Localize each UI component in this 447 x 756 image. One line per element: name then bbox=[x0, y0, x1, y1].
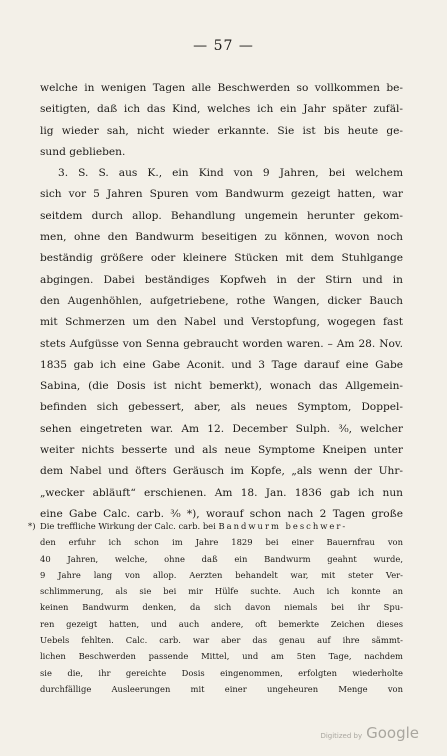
text-line: sehen eingetreten war. Am 12. December Sulph. ³⁄₀, welcher bbox=[40, 422, 403, 435]
text-line: eine Gabe Calc. carb. ³⁄₀ *), worauf schon nach 2 Tagen große bbox=[40, 507, 403, 520]
text-line: men, ohne den Bandwurm beseitigen zu können, wovon noch bbox=[40, 231, 403, 244]
footnote-line: sie die, ihr gereichte Dosis eingenommen, erfolgten wiederholte bbox=[40, 667, 403, 678]
text-line: seitigten, daß ich das Kind, welches ich ein Jahr später zufäl- bbox=[40, 103, 403, 116]
text-line: weiter nichts besserte und als neue Symptome Kneipen unter bbox=[40, 444, 403, 457]
text-line: dem Nabel und öfters Geräusch im Kopfe, „als wenn der Uhr- bbox=[40, 465, 403, 478]
text-line: befinden sich gebessert, aber, als neues Symptom, Doppel- bbox=[40, 401, 403, 414]
text-line: abgingen. Dabei beständiges Kopfweh in der Stirn und in bbox=[40, 273, 403, 286]
text-line: Sabina, (die Dosis ist nicht bemerkt), wonach das Allgemein- bbox=[40, 380, 403, 393]
text-line: stets Aufgüsse von Senna gebraucht worden waren. – Am 28. Nov. bbox=[40, 337, 403, 350]
text-line: lig wieder sah, nicht wieder erkannte. Sie ist bis heute ge- bbox=[40, 124, 403, 137]
text-line: seitdem durch allop. Behandlung ungemein herunter gekom- bbox=[40, 209, 403, 222]
digitized-watermark bbox=[320, 724, 419, 742]
text-line: sund geblieben. bbox=[40, 145, 126, 158]
google-logo: Google bbox=[366, 724, 419, 742]
footnote-line: keinen Bandwurm denken, da sich davon niemals bei ihr Spu- bbox=[40, 602, 403, 613]
footnote bbox=[28, 518, 403, 697]
footnote-line: schlimmerung, als sie bei mir Hülfe suchte. Auch ich konnte an bbox=[40, 586, 403, 597]
footnote-line: lichen Beschwerden passende Mittel, und am 5ten Tage, nachdem bbox=[40, 651, 403, 662]
text-line: 3. S. S. aus K., ein Kind von 9 Jahren, bei welchem bbox=[58, 167, 403, 180]
footnote-line: den erfuhr ich schon im Jahre 1829 bei einer Bauernfrau von bbox=[40, 537, 403, 548]
footnote-line: ren gezeigt hatten, und auch andere, oft bemerkte Zeichen dieses bbox=[40, 618, 403, 629]
text-line: beständig größere oder kleinere Stücken mit dem Stuhlgange bbox=[40, 252, 403, 265]
page-number-header: — 57 — bbox=[193, 38, 254, 54]
text-line: sich vor 5 Jahren Spuren vom Bandwurm gezeigt hatten, war bbox=[40, 188, 403, 201]
footnote-line: 40 Jahren, welche, ohne daß ein Bandwurm geahnt wurde, bbox=[40, 553, 403, 564]
text-line: 1835 gab ich eine Gabe Aconit. und 3 Tage darauf eine Gabe bbox=[40, 358, 403, 371]
watermark-prefix: Digitized by bbox=[320, 732, 363, 740]
text-line: mit Schmerzen um den Nabel und Verstopfung, wogegen fast bbox=[40, 316, 403, 329]
main-text bbox=[40, 78, 403, 525]
footnote-spaced-word: Bandwurm beschwer- bbox=[218, 521, 348, 531]
footnote-line: Die treffliche Wirkung der Calc. carb. bei Bandwurm beschwer- bbox=[40, 521, 348, 531]
footnote-line: Uebels fehlten. Calc. carb. war aber das genau auf ihre sämmt- bbox=[40, 635, 403, 646]
footnote-line: durchfällige Ausleerungen mit einer ungeheuren Menge von bbox=[40, 683, 403, 694]
footnote-marker: *) bbox=[28, 521, 36, 531]
text-line: welche in wenigen Tagen alle Beschwerden so vollkommen be- bbox=[40, 82, 403, 94]
text-line: den Augenhöhlen, aufgetriebene, rothe Wangen, dicker Bauch bbox=[40, 294, 403, 307]
text-line: „wecker abläuft“ erschienen. Am 18. Jan. 1836 gab ich nun bbox=[40, 486, 403, 499]
footnote-line: 9 Jahre lang von allop. Aerzten behandelt war, mit steter Ver- bbox=[40, 569, 403, 580]
